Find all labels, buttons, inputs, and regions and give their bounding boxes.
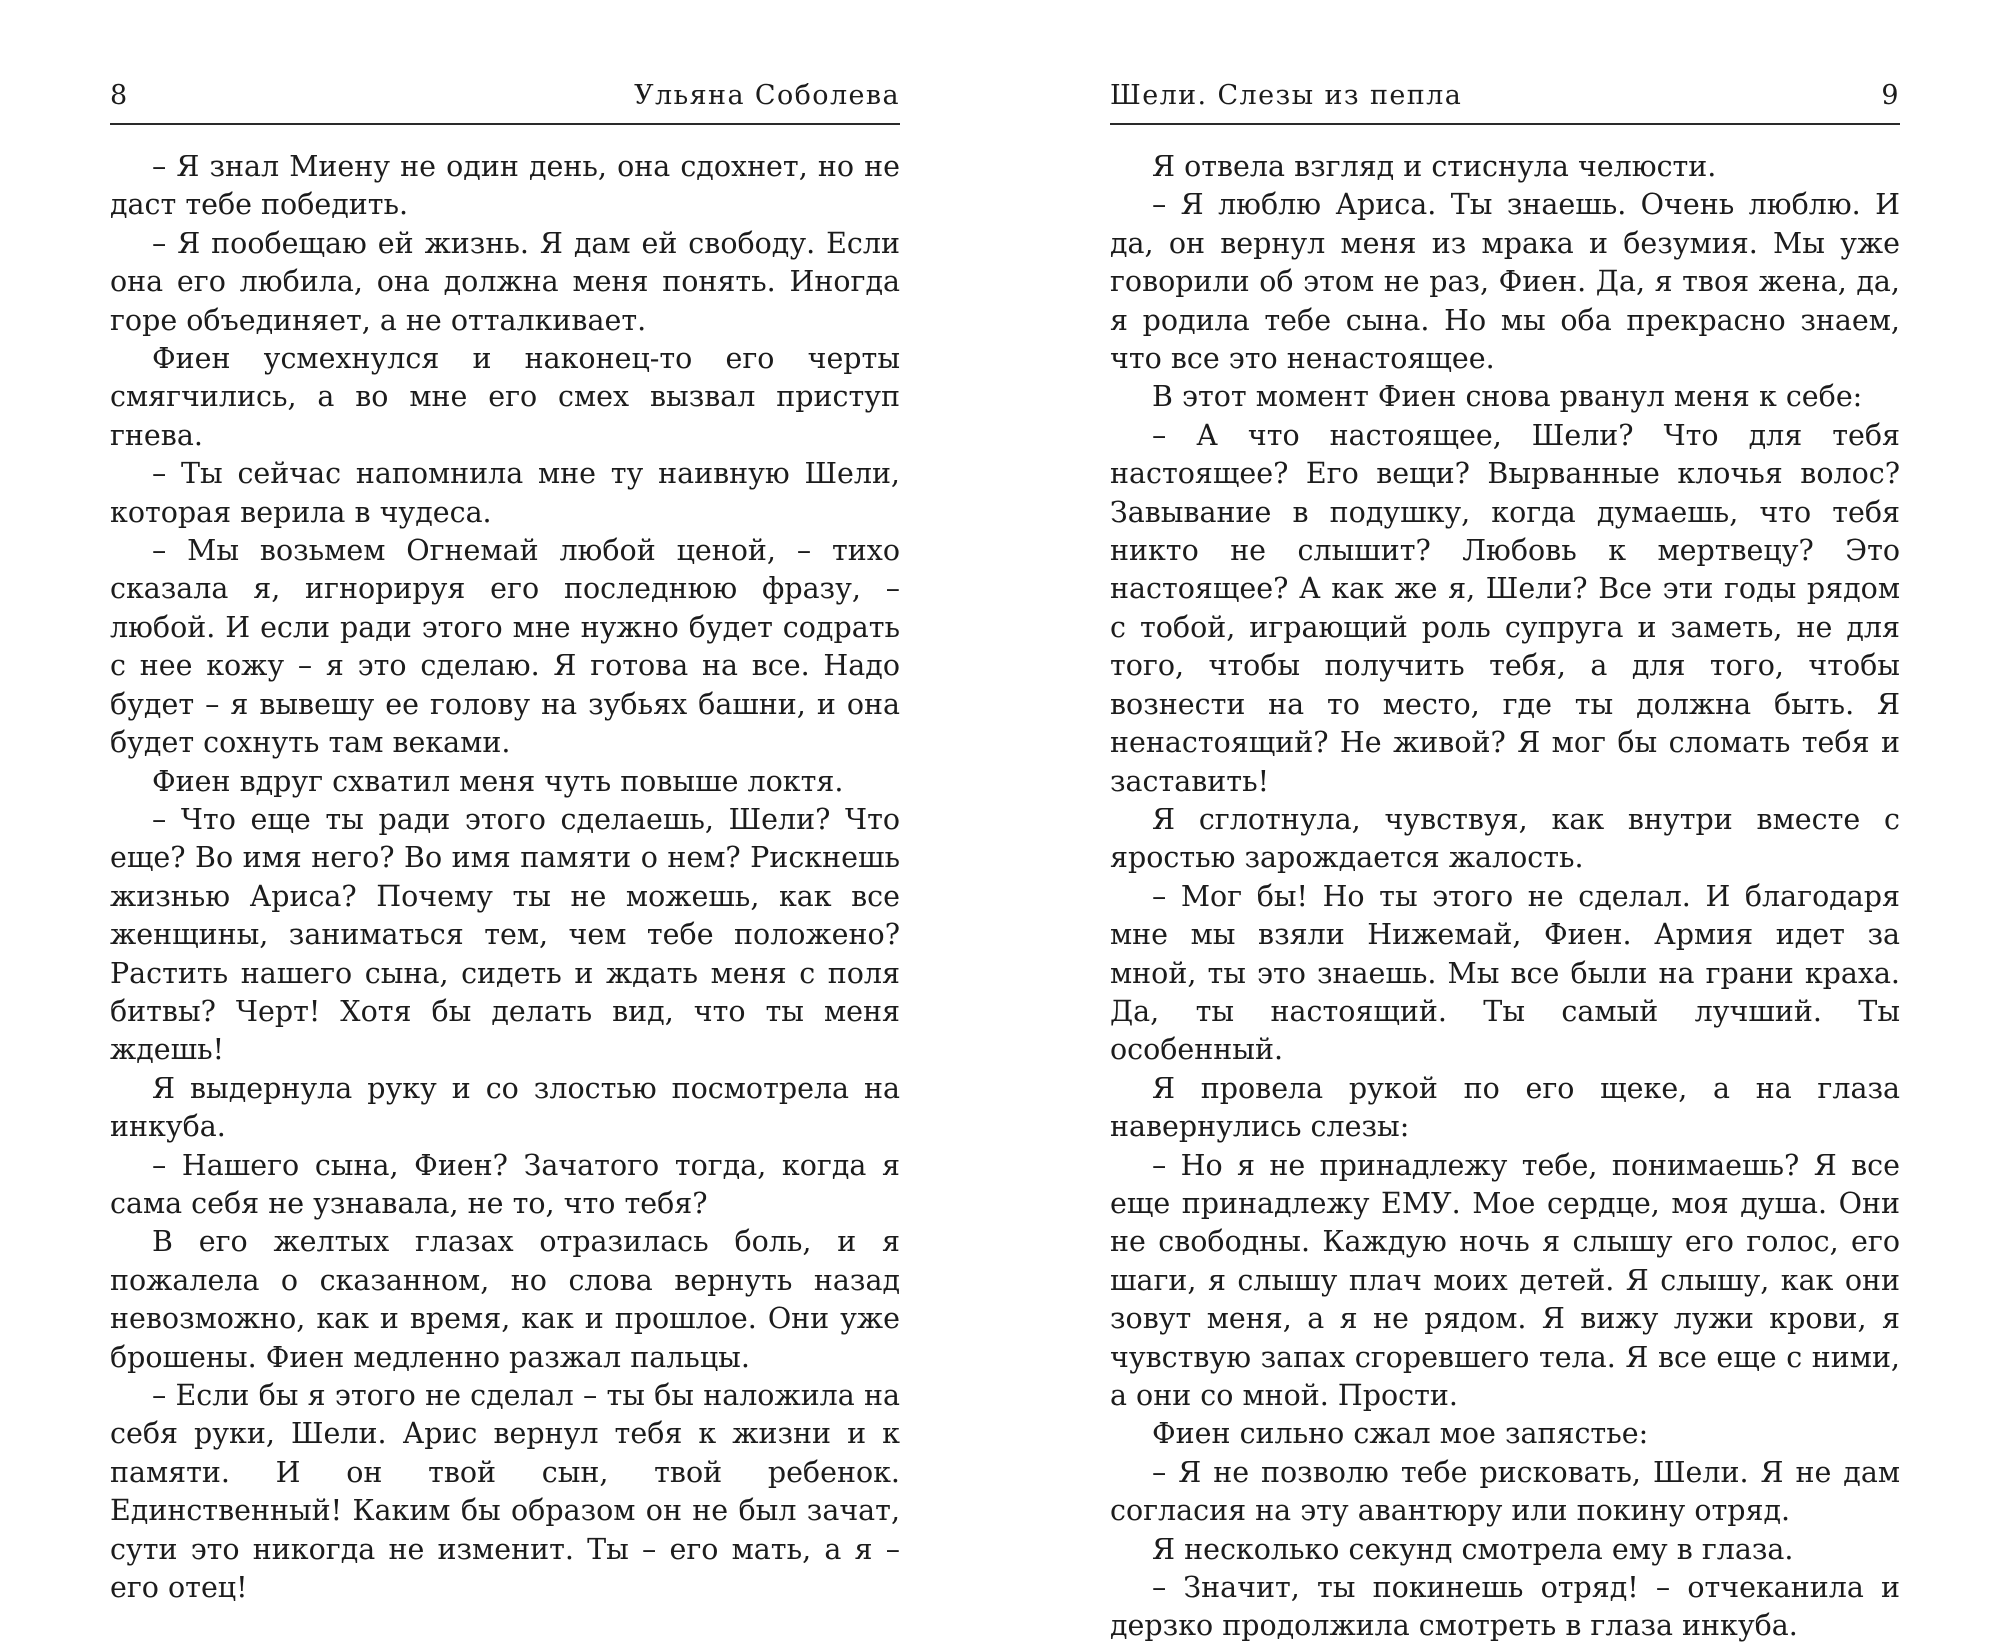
- paragraph: – Я не позволю тебе рисковать, Шели. Я не дам согласия на эту авантюру или покину отряд.: [1110, 1455, 1900, 1528]
- paragraph: – Мы возьмем Огнемай любой ценой, – тихо сказала я, игнорируя его последнюю фразу, – любой. И если ради этого мне нужно будет содрать с нее кожу – я это сделаю. Я готова на все. Надо будет – я вывешу ее голову на зубьях башни, и она будет сохнуть там веками.: [110, 534, 900, 760]
- paragraph: – Я знал Миену не один день, она сдохнет, но не даст тебе победить.: [110, 150, 900, 222]
- paragraph: Я выдернула руку и со злостью посмотрела на инкуба.: [110, 1071, 900, 1144]
- paragraph: – Нашего сына, Фиен? Зачатого тогда, когда я сама себя не узнавала, не то, что тебя?: [110, 1148, 900, 1220]
- left-page-number: 8: [110, 80, 129, 111]
- paragraph: – Значит, ты покинешь отряд! – отчеканила и дерзко продолжила смотреть в глаза инкуба.: [1110, 1571, 1900, 1643]
- right-page: [1110, 0, 1900, 1643]
- paragraph: Фиен сильно сжал мое запястье:: [1152, 1417, 1649, 1451]
- paragraph: Я несколько секунд смотрела ему в глаза.: [1152, 1532, 1794, 1566]
- paragraph: Фиен вдруг схватил меня чуть повыше локтя.: [152, 764, 844, 798]
- paragraph: – Но я не принадлежу тебе, понимаешь? Я все еще принадлежу ЕМУ. Мое сердце, моя душа. Они не свободны. Каждую ночь я слышу его голос, его шаги, я слышу плач моих детей. Я слышу, как они зовут меня, а я не рядом. Я вижу лужи крови, я чувствую запах сгоревшего тела. Я все еще с ними, а они со мной. Прости.: [1110, 1148, 1900, 1412]
- paragraph: – Что еще ты ради этого сделаешь, Шели? Что еще? Во имя него? Во имя памяти о нем? Рискнешь жизнью Ариса? Почему ты не можешь, как все женщины, заниматься тем, чем тебе положено? Растить нашего сына, сидеть и ждать меня с поля битвы? Черт! Хотя бы делать вид, что ты меня ждешь!: [110, 802, 900, 1067]
- left-header-rule: [110, 123, 900, 125]
- paragraph: Фиен усмехнулся и наконец-то его черты смягчились, а во мне его смех вызвал приступ гнева.: [110, 342, 900, 452]
- paragraph: Я сглотнула, чувствуя, как внутри вместе с яростью зарождается жалость.: [1110, 802, 1900, 875]
- paragraph: – Я люблю Ариса. Ты знаешь. Очень люблю. И да, он вернул меня из мрака и безумия. Мы уже говорили об этом не раз, Фиен. Да, я твоя жена, да, я родила тебе сына. Но мы оба прекрасно знаем, что все это ненастоящее.: [1110, 188, 1900, 376]
- right-page-number: 9: [1881, 80, 1900, 111]
- paragraph: – Я пообещаю ей жизнь. Я дам ей свободу. Если она его любила, она должна меня понять. Иногда горе объединяет, а не отталкивает.: [110, 226, 900, 337]
- paragraph: – Мог бы! Но ты этого не сделал. И благодаря мне мы взяли Нижемай, Фиен. Армия идет за мной, ты это знаешь. Мы все были на грани краха. Да, ты настоящий. Ты самый лучший. Ты особенный.: [1110, 879, 1900, 1067]
- paragraph: В его желтых глазах отразилась боль, и я пожалела о сказанном, но слова вернуть назад невозможно, как и время, как и прошлое. Они уже брошены. Фиен медленно разжал пальцы.: [110, 1225, 900, 1374]
- right-running-head: Шели. Слезы из пепла: [1110, 80, 1463, 111]
- right-page-header: [1110, 76, 1900, 116]
- left-page: [110, 0, 900, 1605]
- paragraph: – Ты сейчас напомнила мне ту наивную Шели, которая верила в чудеса.: [110, 457, 900, 529]
- left-page-text: [110, 148, 900, 1607]
- paragraph: Я отвела взгляд и стиснула челюсти.: [1152, 150, 1717, 183]
- left-page-header: [110, 76, 900, 116]
- right-page-text: [1110, 148, 1900, 1646]
- paragraph: В этот момент Фиен снова рванул меня к себе:: [1152, 380, 1863, 414]
- paragraph: – Если бы я этого не сделал – ты бы наложила на себя руки, Шели. Арис вернул тебя к жизни и к памяти. И он твой сын, твой ребенок. Единственный! Каким бы образом он не был зачат, сути это никогда не изменит. Ты – его мать, а я – его отец!: [110, 1379, 900, 1605]
- right-header-rule: [1110, 123, 1900, 125]
- paragraph: – А что настоящее, Шели? Что для тебя настоящее? Его вещи? Вырванные клочья волос? Завывание в подушку, когда думаешь, что тебя никто не слышит? Любовь к мертвецу? Это настоящее? А как же я, Шели? Все эти годы рядом с тобой, играющий роль супруга и заметь, не для того, чтобы получить тебя, а для того, чтобы вознести на то место, где ты должна быть. Я ненастоящий? Не живой? Я мог бы сломать тебя и заставить!: [1110, 418, 1900, 798]
- left-running-head: Ульяна Соболева: [634, 80, 900, 111]
- paragraph: Я провела рукой по его щеке, а на глаза навернулись слезы:: [1110, 1071, 1900, 1144]
